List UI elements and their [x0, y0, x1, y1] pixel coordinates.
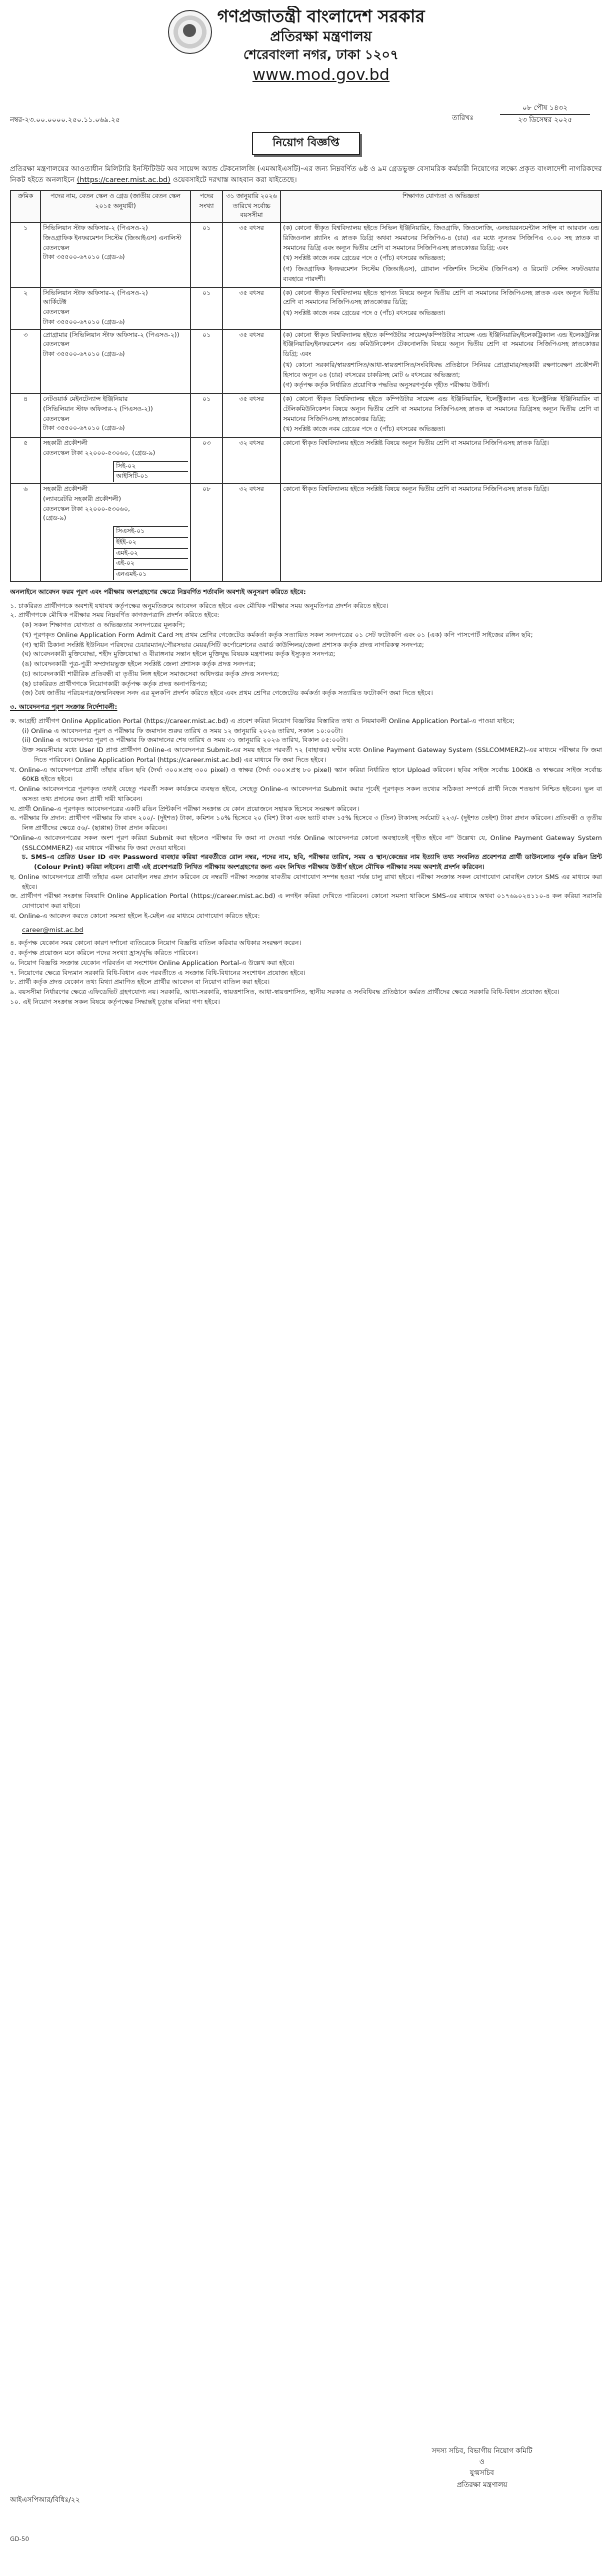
signature-block [382, 2446, 582, 2491]
condition-item: (খ) পূরণকৃত Online Application Form Admit Card সহ প্রথম শ্রেণির গেজেটেড কর্মকর্তা কর্তৃক সত্যায়িত সকল সনদপত্রের ০১ সেট ফটোকপি এবং ০১ (এক) কপি পাসপোর্ট সাইজের রঙ্গিন ছবি; [22, 630, 533, 639]
other-item: ৮. প্রার্থী কর্তৃক প্রদত্ত যেকোন তথ্য মিথ্যা প্রমাণিত হইলে প্রার্থীর আবেদন বা নিয়োগ বাতিল করা হইবে। [10, 978, 270, 987]
condition-item: (ঘ) আবেদনকারী মুক্তিযোদ্ধা, শহীদ মুক্তিযোদ্ধা ও বীরাঙ্গনার সন্তান হইলে মুক্তিযুদ্ধ বিষয়ক মন্ত্রণালয় কর্তৃক ইস্যুকৃত সনদপত্র; [22, 650, 336, 659]
apply-item: খ. Online-এ আবেদনপত্রে প্রার্থী তাঁহার রঙিন ছবি (দৈর্ঘ্য ৩০০×প্রস্থ ৩০০ pixel) ও স্বাক্ষর (দৈর্ঘ্য ৩০০×প্রস্থ ৮০ pixel) স্ক্যান করিয়া নির্ধারিত স্থানে Upload করিবেন। ছবির সাইজ সর্বোচ্চ 100KB ও স্বাক্ষরের সাইজ সর্বোচ্চ 60KB হইতে হইবে। [10, 765, 602, 784]
notice-page [10, 6, 602, 2554]
other-item: ৪. কর্তৃপক্ষ যেকোন সময় কোনো কারণ দর্শানো ব্যতিরেকে নিয়োগ বিজ্ঞপ্তি বাতিল করিবার অধিকার সংরক্ষণ করেন। [10, 939, 302, 948]
row-post [41, 329, 191, 394]
post-line: বেতনস্কেল টাকা ২২০০০-৫৩০৬০, (গ্রেড-৯) [43, 449, 156, 457]
qualification-item: (গ) জিওগ্রাফিক ইনফরমেশন সিস্টেম (জিআইএস), গ্লোবাল পজিশনিং সিস্টেম (জিপিএস) ও রিমোট সেন্সিং সফটওয়্যার ব্যবহারে পারদর্শী। [283, 266, 599, 283]
post-line: বেতনস্কেল [43, 244, 70, 252]
post-line: সহকারী প্রকৌশলী [43, 440, 88, 448]
government-emblem-icon [168, 10, 212, 54]
career-portal-link[interactable]: (https://career.mist.ac.bd) [76, 174, 171, 184]
post-line: টাকা ৩৫৫০০-৬৭০১০ (গ্রেড-৬) [43, 318, 125, 326]
col-qualification: শিক্ষাগত যোগ্যতা ও অভিজ্ঞতা [281, 190, 602, 222]
vacancy-rows [11, 223, 602, 582]
row-age: ৩৫ বৎসর [223, 394, 281, 438]
qualification-item: (খ) সংশ্লিষ্ট কাজে নবম গ্রেডের পদে ৫ (পাঁচ) বৎসরের অভিজ্ঞতা; [283, 255, 446, 263]
website-link[interactable]: www.mod.gov.bd [252, 65, 390, 84]
post-line: বেতনস্কেল [43, 309, 70, 317]
date-label: তারিখঃ [452, 114, 474, 122]
row-age: ৩৫ বৎসর [223, 287, 281, 329]
row-post [41, 394, 191, 438]
row-serial: ৫ [11, 438, 41, 484]
header-line1: গণপ্রজাতন্ত্রী বাংলাদেশ সরকার [217, 7, 425, 27]
row-serial: ৪ [11, 394, 41, 438]
date-english: ২৩ ডিসেম্বর ২০২৫ [517, 116, 573, 124]
post-line: প্রোগ্রামার (সিভিলিয়ান স্টাফ অফিসার-২ (পিএসও-২)) [43, 331, 180, 339]
row-age: ৩৫ বৎসর [223, 329, 281, 394]
row-count: ০১ [191, 287, 223, 329]
support-email [10, 926, 602, 936]
apply-list [10, 717, 602, 922]
grade-item: এনএমই-০১ [113, 569, 188, 580]
col-count: পদের সংখ্যা [191, 190, 223, 222]
grade-item: ইইই-০২ [113, 537, 188, 548]
row-post [41, 223, 191, 288]
post-line: টাকা ৩৫৫০০-৬৭০১০ (গ্রেড-৬) [43, 254, 125, 262]
table-row [11, 438, 602, 484]
table-row [11, 223, 602, 288]
header-line3: শেরেবাংলা নগর, ঢাকা ১২০৭ [243, 48, 399, 63]
post-line: সহকারী প্রকৌশলী [43, 486, 88, 494]
post-line: বেতনস্কেল [43, 415, 70, 423]
qualification-item: (ক) কোনো স্বীকৃত বিশ্ববিদ্যালয় হইতে সিভিল ইঞ্জিনিয়ারিং, জিওগ্রাফি, জিওলোজি, এনভায়রনমেন্টাল সাইন্স বা আরবান এন্ড রিজিওনাল প্ল্যানিং এ স্নাতক ডিগ্রি অথবা সমমানের সিজিপিএ-৪ (চার) এর মধ্যে ন্যূনতম সিজিপিএ ৩.০০ সহ স্নাতক বা সমমানের ডিগ্রি এবং অন্যূন দ্বিতীয় শ্রেণি বা সমমানের সিজিপিএসহ স্নাতকোত্তর ডিগ্রি; এবং [283, 225, 599, 252]
row-qualification [281, 223, 602, 288]
table-row [11, 329, 602, 394]
header-line2: প্রতিরক্ষা মন্ত্রণালয় [270, 29, 372, 45]
other-item: ৬. নিয়োগ বিজ্ঞপ্তি সংক্রান্ত যেকোন পরিবর্তন বা সংশোধন Online Application Portal-এ উল্লেখ করা হইবে। [10, 958, 295, 967]
table-header-row [11, 190, 602, 222]
row-qualification [281, 394, 602, 438]
grade-breakdown [43, 526, 188, 580]
post-line: (সিভিলিয়ান স্টাফ অফিসার-২ (পিএসও-২)) [43, 405, 153, 413]
other-conditions [10, 939, 602, 1007]
row-serial: ৬ [11, 484, 41, 582]
row-qualification [281, 438, 602, 484]
qualification-item: (ক) কোনো স্বীকৃত বিশ্ববিদ্যালয় হইতে স্থাপত্য বিষয়ে অন্যূন দ্বিতীয় শ্রেণি বা সমমানের সিজিপিএসহ স্নাতক এবং অন্যূন দ্বিতীয় শ্রেণি বা সমমানের সিজিপিএসহ স্নাতকোত্তর ডিগ্রি; [283, 289, 599, 307]
row-post [41, 438, 191, 484]
qualification-item: কোনো স্বীকৃত বিশ্ববিদ্যালয় হইতে সংশ্লিষ্ট বিষয়ে অন্যূন দ্বিতীয় শ্রেণি বা সমমানের সিজিপিএসহ স্নাতক ডিগ্রি। [283, 440, 549, 448]
post-line: (ল্যাবরেটরি সহকারী প্রকৌশলী) [43, 495, 122, 503]
support-email-link[interactable]: career@mist.ac.bd [22, 925, 84, 934]
memo-number: নম্বর-২৩.০০.০০০০.২৫০.১১.০৬৯.২৫ [10, 116, 120, 124]
conditions-list [10, 602, 602, 700]
condition-item: (গ) স্থায়ী ঠিকানা সংশ্লিষ্ট ইউনিয়ন পরিষদের চেয়ারম্যান/পৌরসভার মেয়র/সিটি কর্পোরেশনের ওয়ার্ড কাউন্সিলর/জেলা প্রশাসক কর্তৃক প্রদত্ত নাগরিকত্ব সনদপত্র; [22, 640, 425, 649]
signature-line2: ও [479, 2458, 485, 2467]
grade-item: সিই-০২ [113, 461, 188, 472]
memo-row [10, 104, 602, 132]
post-line: আর্কিটেক্ট [43, 299, 67, 307]
row-age: ৩২ বৎসর [223, 438, 281, 484]
post-line: সিভিলিয়ান স্টাফ অফিসার-২ (পিএসও-২) [43, 289, 149, 297]
apply-item: ঙ. পরীক্ষার ফি প্রদান: প্রার্থীগণ পরীক্ষার ফি বাবদ ২০০/- (দুইশত) টাকা, কমিশন ১০% হিসেবে ২০ (বিশ) টাকা এবং ভ্যাট বাবদ ১৫% হিসেবে ৩ (তিন) টাকাসহ সর্বমোট ২২৩/- (দুইশত তেইশ) টাকা প্রদান করিবেন। প্রতিবন্ধী ও তৃতীয় লিঙ্গ প্রার্থীদের ক্ষেত্রে ৫৬/- (ছাপ্পান্ন) টাকা প্রদান করিবেন। [10, 814, 602, 833]
condition-item: (ঙ) আবেদনকারী পুত্র-পুত্রী সম্প্রদায়ভুক্ত হইলে সংশ্লিষ্ট জেলা প্রশাসক কর্তৃক প্রদত্ত সনদপত্র; [22, 660, 256, 669]
qualification-item: (খ) সংশ্লিষ্ট কাজে নবম গ্রেডের পদে ৫ (পাঁচ) বৎসরের অভিজ্ঞতা। [283, 426, 446, 434]
apply-item: ঝ. Online-এ আবেদন করতে কোনো সমস্যা হইলে ই-মেইল এর মাধ্যমে যোগাযোগ করিতে হইবে: [10, 911, 260, 920]
qualification-item: (গ) কর্তৃপক্ষ কর্তৃক নির্ধারিত প্রয়োগিক পদ্ধতির অনুসরণপূর্বক গৃহীত পরীক্ষায় উত্তীর্ণ। [283, 382, 490, 390]
post-line: (গ্রেড-৯) [43, 515, 67, 523]
condition-item: ১. চাকরিরত প্রার্থীগণকে অবশ্যই যথাযথ কর্তৃপক্ষের অনুমতিক্রমে আবেদন করিতে হইবে এবং মৌখিক পরীক্ষার সময় অনুমতিপত্র প্রদর্শন করিতে হইবে। [10, 601, 389, 610]
col-serial: ক্রমিক [11, 190, 41, 222]
table-row [11, 394, 602, 438]
row-qualification [281, 484, 602, 582]
grade-item: এমই-০২ [113, 548, 188, 559]
apply-item: (i) Online এ আবেদনপত্র পূরণ ও পরীক্ষার ফি জমাদান শুরুর তারিখ ও সময় ১২ জানুয়ারি ২০২৬ তারিখ, সকাল ১০:০০টা। [22, 726, 343, 735]
footer-code: GD-50 [10, 2536, 30, 2543]
row-serial: ২ [11, 287, 41, 329]
intro-tail: ওয়েবসাইটে দরখাস্ত আহবান করা যাইতেছে। [172, 174, 297, 184]
post-line: টাকা ৩৫৫০০-৬৭০১০ (গ্রেড-৬) [43, 351, 125, 359]
signature-line4: প্রতিরক্ষা মন্ত্রণালয় [456, 2480, 508, 2489]
qualification-item: (ক) কোনো স্বীকৃত বিশ্ববিদ্যালয় হইতে কম্পিউটার সায়েন্স এন্ড ইঞ্জিনিয়ারিং, ইলেক্ট্রিক্যাল এন্ড ইলেক্ট্রনিক্স ইঞ্জিনিয়ারিং বা টেলিকমিউনিকেশন বিষয়ে অন্যূন দ্বিতীয় শ্রেণি বা সমমানের সিজিপিএসহ স্নাতক বা সমমানের ডিগ্রিসহ অন্যূন দ্বিতীয় শ্রেণি বা সমমানের সিজিপিএসহ স্নাতকোত্তর ডিগ্রি; [283, 396, 599, 423]
condition-item: (ছ) চাকরিরত প্রার্থীগণকে নিয়োগকারী কর্তৃপক্ষ কর্তৃক প্রদত্ত অনাপত্তিপত্র; [22, 679, 208, 688]
apply-item: ঘ. প্রার্থী Online-এ পূরণকৃত আবেদনপত্রের একটি রঙিন প্রিন্টকপি পরীক্ষা সংক্রান্ত যে কোন প্রয়োজনে সহায়ক হিসেবে সংরক্ষণ করিবেন। [10, 804, 360, 813]
post-line: টাকা ৩৫৫০০-৬৭০১০ (গ্রেড-৬) [43, 425, 125, 433]
table-row [11, 484, 602, 582]
post-line: বেতনস্কেল [43, 341, 70, 349]
apply-item: (ii) Online এ আবেদনপত্র পূরণ ও পরীক্ষার ফি জমাদানের শেষ তারিখ ও সময় ৩১ জানুয়ারি ২০২৬ তারিখ, বিকাল ০৫:০০টা। [22, 736, 348, 745]
grade-item: সিএসই-০১ [113, 526, 188, 537]
conditions-title: অনলাইনে আবেদন ফরম পূরণ এবং পরীক্ষায় অংশগ্রহণের ক্ষেত্রে নিম্নবর্ণিত শর্তাবলি অবশ্যই অনুসরণ করিতে হইবে: [10, 587, 306, 596]
vacancy-table [10, 190, 602, 582]
post-line: নেটওয়ার্ক মেইনটেন্যান্স ইঞ্জিনিয়ার [43, 396, 128, 404]
apply-item: চ. SMS-এ প্রেরিত User ID এবং Password ব্যবহার করিয়া পরবর্তীতে রোল নম্বর, পদের নাম, ছবি, পরীক্ষার তারিখ, সময় ও স্থান/কেন্দ্রের নাম ইত্যাদি তথ্য সংবলিত প্রবেশপত্র প্রার্থী ডাউনলোড পূর্বক রঙিন প্রিন্ট (Colour Print) করিয়া লইবেন। প্রার্থী এই প্রবেশপত্রটি লিখিত পরীক্ষায় অংশগ্রহণের জন্য এবং লিখিত পরীক্ষায় উত্তীর্ণ হইলে মৌখিক পরীক্ষার সময় অবশ্যই প্রদর্শন করিবেন। [22, 853, 602, 872]
row-serial: ৩ [11, 329, 41, 394]
qualification-item: (খ) কোনো সরকারি/স্বায়ত্তশাসিত/আধা-স্বায়ত্তশাসিত/সংবিধিবদ্ধ প্রতিষ্ঠানে সিনিয়র প্রোগ্রামার/সহকারী রক্ষণাবেক্ষণ প্রকৌশলী হিসাবে অন্যূন ০৪ (চার) বৎসরের চাকরিসহ মোট ৬ বৎসরের অভিজ্ঞতা; [283, 361, 599, 379]
condition-item: (চ) আবেদনকারী শারীরিক প্রতিবন্ধী বা তৃতীয় লিঙ্গ হইলে সমাজসেবা অধিদপ্তর কর্তৃক প্রদত্ত সনদপত্র; [22, 669, 280, 678]
apply-item: গ. Online আবেদনপত্রে পূরণকৃত তথ্যই যেহেতু পরবর্তী সকল কার্যক্রমে ব্যবহৃত হইবে, সেহেতু Online-এ আবেদনপত্র Submit করার পূর্বেই পূরণকৃত সকল তথ্যের সঠিকতা সম্পর্কে প্রার্থী নিজে শতভাগ নিশ্চিত হইবেন। ভুল বা অসত্য তথ্য প্রদানের জন্য প্রার্থী দায়ী থাকিবেন। [10, 785, 602, 803]
grade-item: আইসিটি-০১ [113, 471, 188, 482]
row-post [41, 484, 191, 582]
notice-title: নিয়োগ বিজ্ঞপ্তি [252, 132, 360, 155]
row-count: ০৩ [191, 438, 223, 484]
post-line: সিভিলিয়ান স্টাফ অফিসার-২ (পিএসও-২) [43, 225, 149, 233]
date-bangla: ০৮ পৌষ ১৪৩২ [500, 104, 590, 115]
grade-item: এই-০২ [113, 558, 188, 569]
row-count: ০৮ [191, 484, 223, 582]
intro-text: প্রতিরক্ষা মন্ত্রণালয়ের আওতাধীন মিলিটারি ইনস্টিটিউট অব সায়েন্স অ্যান্ড টেকনোলজি (এমআইএসটি)-এর জন্য নিম্নবর্ণিত ৬ষ্ঠ ও ৯ম গ্রেডভুক্ত বেসামরিক কর্মচারী নিয়োগের লক্ষ্যে প্রকৃত বাংলাদেশী নাগরিকদের নিকট হইতে অনলাইনে [10, 163, 602, 184]
other-item: ৭. নিয়োগের ক্ষেত্রে বিদ্যমান সরকারি বিধি-বিধান এবং পরবর্তীতে এ সংক্রান্ত বিধি-বিধানের সংশোধন প্রযোজ্য হইবে। [10, 968, 306, 977]
row-count: ০১ [191, 329, 223, 394]
other-item: ৯. বয়সসীমা নির্ধারণের ক্ষেত্রে এফিডেভিট গ্রহণযোগ্য নয়। সরকারি, আধা-সরকারি, স্বায়ত্তশাসিত, আধা-স্বায়ত্তশাসিত, স্থানীয় সরকার ও সংবিধিবদ্ধ প্রতিষ্ঠানে কর্মরত প্রার্থীদের ক্ষেত্রে সরকারি বিধি-বিধান প্রযোজ্য হইবে। [10, 988, 560, 997]
letterhead [10, 6, 602, 104]
condition-item: ২. প্রার্থীগণকে মৌখিক পরীক্ষার সময় নিম্নবর্ণিত কাগজপত্রাদি প্রদর্শন করিতে হইবে: [10, 611, 220, 620]
condition-item: (ক) সকল শিক্ষাগত যোগ্যতা ও অভিজ্ঞতার সনদপত্রের মূলকপি; [22, 621, 186, 630]
apply-item: উক্ত সময়সীমার মধ্যে User ID প্রাপ্ত প্রার্থীগণ Online-এ আবেদনপত্র Submit-এর সময় হইতে পরবর্তী ৭২ (বাহাত্তর) ঘণ্টার মধ্যে Online Payment Gateway System (SSLCOMMERZ)-এর মাধ্যমে পরীক্ষার ফি জমা দিতে পারিবেন। Online Application Portal (https://career.mist.ac.bd) এর মাধ্যমে ফি জমা দিতে হইবে। [22, 746, 602, 764]
other-item: ৫. কর্তৃপক্ষ প্রয়োজন মনে করিলে পদের সংখ্যা হ্রাস/বৃদ্ধি করিতে পারিবেন। [10, 949, 198, 958]
signature-line1: সদস্য সচিব, বিভাগীয় নিয়োগ কমিটি [431, 2447, 533, 2455]
row-age: ৩৫ বৎসর [223, 223, 281, 288]
signature-line3: যুগ্মসচিব [469, 2469, 495, 2478]
post-line: বেতনস্কেল টাকা ২২০০০-৫৩০৬০, [43, 505, 131, 513]
footer-reference: আইএসপিআর/বিধিঃ/২২ [10, 2496, 80, 2504]
row-age: ৩২ বৎসর [223, 484, 281, 582]
apply-title: ৩. আবেদনপত্র পূরণ সংক্রান্ত নির্দেশাবলী: [10, 703, 118, 712]
condition-item: (জ) বৈধ জাতীয় পরিচয়পত্র/জন্মনিবন্ধন সনদ এর মূলকপি প্রদর্শন করিতে হইবে এবং প্রথম শ্রেণির গেজেটেড কর্মকর্তা কর্তৃক সত্যায়িত ফটোকপি জমা দিতে হইবে। [22, 689, 433, 698]
row-count: ০১ [191, 223, 223, 288]
row-count: ০১ [191, 394, 223, 438]
col-age: ৩১ জানুয়ারি ২০২৬ তারিখে সর্বোচ্চ বয়সসীমা [223, 190, 281, 222]
row-qualification [281, 287, 602, 329]
qualification-item: (ক) কোনো স্বীকৃত বিশ্ববিদ্যালয় হইতে কম্পিউটার সায়েন্স/কম্পিউটার সায়েন্স এন্ড ইঞ্জিনিয়ারিং/ইলেকট্রিক্যাল এন্ড ইলেকট্রনিক্স ইঞ্জিনিয়ারিং/ইনফরমেশন এন্ড কমিউনিকেশন টেকনোলজি বিষয়ে অন্যূন দ্বিতীয় শ্রেণি বা সমমানের সিজিপিএসহ স্নাতকোত্তর ডিগ্রি; এবং [283, 331, 599, 359]
apply-item: ক. আগ্রহী প্রার্থীগণ Online Application Portal (https://career.mist.ac.bd) এ প্রবেশ করিয়া নিয়োগ বিজ্ঞপ্তির বিস্তারিত তথ্য ও নিয়মাবলী Online Application Portal-এ পাওয়া যাইবে; [10, 716, 515, 725]
qualification-item: (খ) সংশ্লিষ্ট কাজে নবম গ্রেডের পদে ৫ (পাঁচ) বৎসরের অভিজ্ঞতা। [283, 310, 446, 318]
apply-item: ছ. Online আবেদনপত্রে প্রার্থী তাঁহার এমন মোবাইল নম্বর প্রদান করিবেন যে নম্বরটি পরীক্ষা সংক্রান্ত যাবতীয় যোগাযোগ সম্পন্ন হওয়া পর্যন্ত চালু রাখা হইবে। পরীক্ষা সংক্রান্ত সকল যোগাযোগ মোবাইল ফোনে SMS এর মাধ্যমে করা হইবে। [10, 872, 602, 891]
qualification-item: কোনো স্বীকৃত বিশ্ববিদ্যালয় হইতে সংশ্লিষ্ট বিষয়ে অন্যূন দ্বিতীয় শ্রেণি বা সমমানের সিজিপিএসহ স্নাতক ডিগ্রি। [283, 486, 549, 494]
apply-item: জ. প্রার্থীগণ পরীক্ষা সংক্রান্ত বিষয়াদি Online Application Portal (https://career.mist.ac.bd) এ লগইন করিয়া দেখিতে পারিবেন। কোনো সমস্যা থাকিলে SMS-এর মাধ্যমে অথবা ০১৭৬৯০২৪১১০-৪ কল করিয়া সরাসরি যোগাযোগ করা যাইবে। [10, 892, 602, 911]
row-qualification [281, 329, 602, 394]
table-row [11, 287, 602, 329]
other-item: ১০. এই নিয়োগ সংক্রান্ত সকল বিষয়ে কর্তৃপক্ষের সিদ্ধান্তই চূড়ান্ত বলিয়া গণ্য হইবে। [10, 997, 220, 1006]
intro-paragraph [10, 163, 602, 185]
apply-item: "Online-এ আবেদনপত্রের সকল অংশ পূরণ করিয়া Submit করা হইলেও পরীক্ষার ফি জমা না দেওয়া পর্যন্ত Online আবেদনপত্র কোনো অবস্থাতেই গৃহীত হইবে না" উল্লেখ্য যে, Online Payment Gateway System (SSLCOMMERZ) এর মাধ্যমে পরীক্ষার ফি জমা দেওয়া যাইবে। [10, 833, 602, 852]
col-post: পদের নাম, বেতন স্কেল ও গ্রেড (জাতীয় বেতন স্কেল ২০১৫ অনুযায়ী) [41, 190, 191, 222]
row-serial: ১ [11, 223, 41, 288]
row-post [41, 287, 191, 329]
grade-breakdown [43, 461, 188, 483]
post-line: জিওগ্রাফিক ইনফরমেশন সিস্টেম (জিআইএস) এনালিস্ট [43, 234, 182, 242]
